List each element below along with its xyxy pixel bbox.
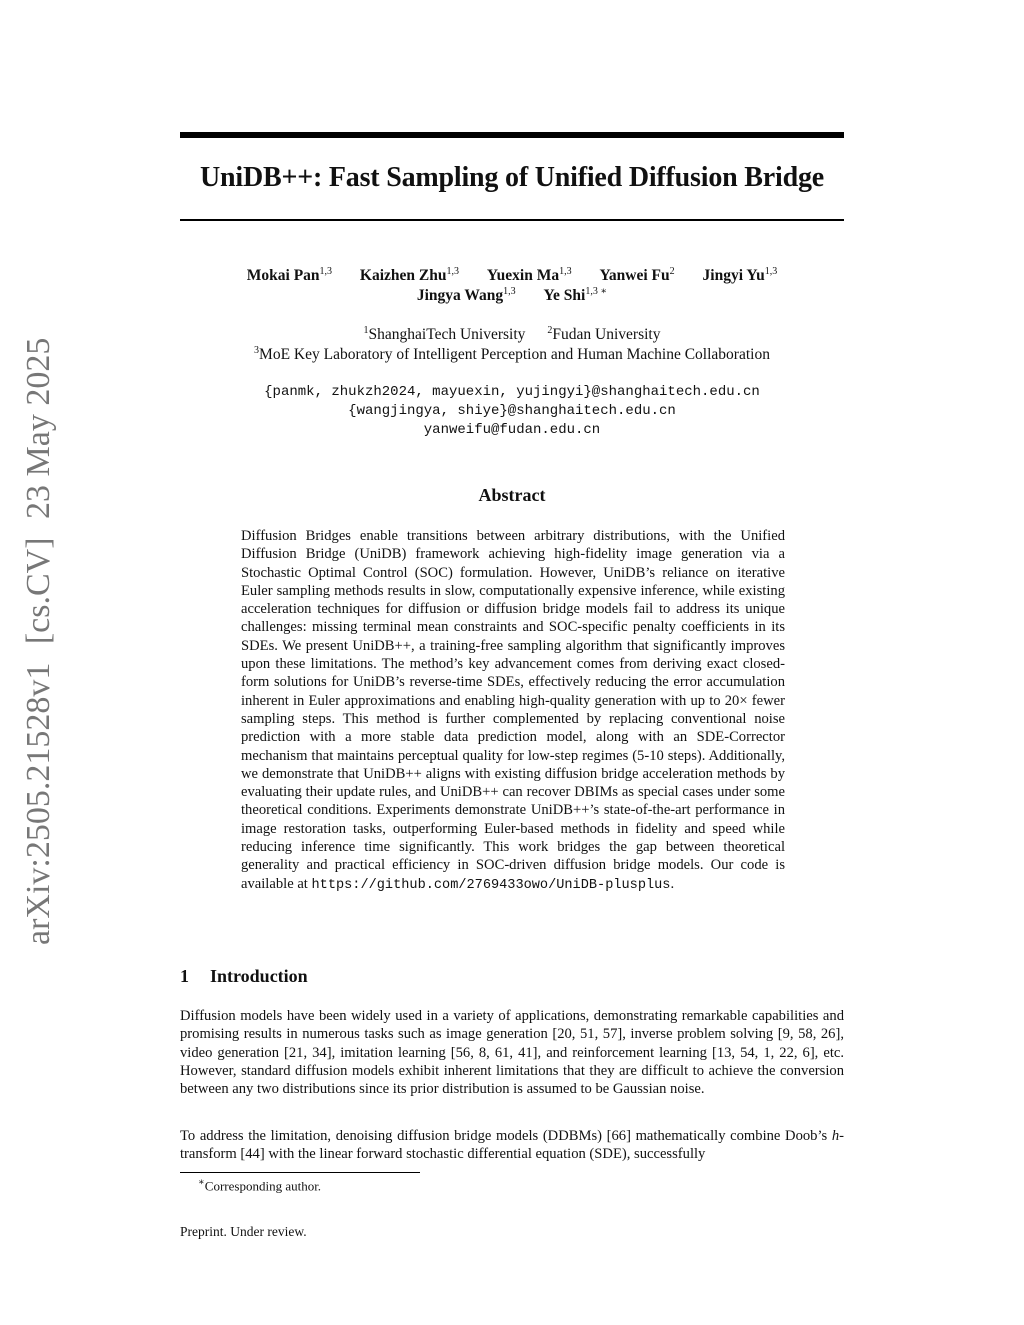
author: Yuexin Ma$^{1,3}$ xyxy=(486,266,572,285)
arxiv-category: [cs.CV] xyxy=(20,537,57,645)
section-heading-introduction: 1 Introduction xyxy=(180,966,308,986)
title-top-rule xyxy=(180,132,844,138)
author: Jingyi Yu$^{1,3}$ xyxy=(702,266,778,285)
author: Kaizhen Zhu$^{1,3}$ xyxy=(359,266,459,285)
email-line: yanweifu@fudan.edu.cn xyxy=(423,422,601,438)
title-bottom-rule xyxy=(180,219,844,221)
affiliations-line-1: $^1$ShanghaiTech University $^2$Fudan University xyxy=(363,325,661,344)
author: Ye Shi$^{1,3 ∗}$ xyxy=(543,286,608,305)
affiliation-fudan: Fudan University xyxy=(552,326,661,344)
author-list-line-1 xyxy=(180,266,844,285)
intro-paragraph-2: To address the limitation, denoising diffusion bridge models (DDBMs) [66] mathematically combine Doob’s h-transform [44] with the linear forward stochastic differential equation (SDE), successfully xyxy=(180,1128,844,1163)
abstract-body: Diffusion Bridges enable transitions between arbitrary distributions, with the Unified Diffusion Bridge (UniDB) framework achieving high-fidelity image generation via a Stochastic Optimal Control (SOC) formulation. However, UniDB’s reliance on iterative Euler sampling methods results in slow, computationally expensive inference, while existing acceleration techniques for diffusion or diffusion bridge models fail to address its unique challenges: missing terminal mean constraints and SOC-specific penalty coefficients in its SDEs. We present UniDB++, a training-free sampling algorithm that significantly improves upon these limitations. The method’s key advancement comes from deriving exact closed-form solutions for UniDB’s reverse-time SDEs, effectively reducing the error accumulation inherent in Euler approximations and enabling high-quality generation with up to 20× fewer sampling steps. This method is further complemented by replacing conventional noise prediction with a more stable data prediction model, along with an SDE-Corrector mechanism that maintains perceptual quality for low-step regimes (5-10 steps). Additionally, we demonstrate that UniDB++ aligns with existing diffusion bridge acceleration methods by evaluating their update rules, and UniDB++ can recover DBIMs as special cases under some theoretical conditions. Experiments demonstrate UniDB++’s state-of-the-art performance in image restoration tasks, outperforming Euler-based methods in fidelity and speed while reducing inference time significantly. This work bridges the gap between theoretical generality and practical efficiency in SOC-driven diffusion bridge models. Our code is available at https://github.com/2769433owo/UniDB-plusplus. xyxy=(241,528,785,893)
preprint-note: Preprint. Under review. xyxy=(180,1224,307,1239)
abstract-text: Diffusion Bridges enable transitions between arbitrary distributions, with the Unified Diffusion Bridge (UniDB) framework achieving high-fidelity image generation via a Stochastic Optimal Control (SOC) formulation. However, UniDB’s reliance on iterative Euler sampling methods results in slow, computationally expensive inference, while existing acceleration techniques for diffusion or diffusion bridge models fail to address its unique challenges: missing terminal mean constraints and SOC-specific penalty coefficients in its SDEs. We present UniDB++, a training-free sampling algorithm that significantly improves upon these limitations. The method’s key advancement comes from deriving exact closed-form solutions for UniDB’s reverse-time SDEs, effectively reducing the error accumulation inherent in Euler approximations and enabling high-quality generation with up to 20× fewer sampling steps. This method is further complemented by replacing conventional noise prediction with a more stable data prediction model, along with an SDE-Corrector mechanism that maintains perceptual quality for low-step regimes (5-10 steps). Additionally, we demonstrate that UniDB++ aligns with existing diffusion bridge acceleration methods by evaluating their update rules, and UniDB++ can recover DBIMs as special cases under some theoretical conditions. Experiments demonstrate UniDB++’s state-of-the-art performance in image restoration tasks, outperforming Euler-based methods in fidelity and speed while reducing inference time significantly. This work bridges the gap between theoretical generality and practical efficiency in SOC-driven diffusion bridge models. Our code is available at xyxy=(241,528,785,892)
arxiv-id: arXiv:2505.21528v1 xyxy=(20,662,57,945)
email-line: {wangjingya, shiye}@shanghaitech.edu.cn xyxy=(348,403,676,419)
author: Jingya Wang$^{1,3}$ xyxy=(416,286,516,305)
code-link[interactable]: https://github.com/2769433owo/UniDB-plusplus xyxy=(311,877,671,893)
email-line: {panmk, zhukzh2024, mayuexin, yujingyi}@shanghaitech.edu.cn xyxy=(264,384,760,400)
footnote: ∗Corresponding author. xyxy=(198,1177,322,1194)
arxiv-date: 23 May 2025 xyxy=(20,337,57,519)
affiliation-shanghaitech: ShanghaiTech University xyxy=(368,326,526,344)
author: Yanwei Fu$^2$ xyxy=(599,266,675,285)
abstract-heading: Abstract xyxy=(478,485,546,505)
affiliation-moe-lab: MoE Key Laboratory of Intelligent Perception and Human Machine Collaboration xyxy=(259,346,770,364)
arxiv-stamp xyxy=(20,337,58,945)
footnote-rule xyxy=(180,1172,420,1173)
author: Mokai Pan$^{1,3}$ xyxy=(246,266,333,285)
author-list-line-2 xyxy=(180,286,844,305)
intro-paragraph-1: Diffusion models have been widely used in a variety of applications, demonstrating remarkable capabilities and promising results in numerous tasks such as image generation [20, 51, 57], inverse problem solving [9, 58, 26], video generation [21, 34], imitation learning [56, 8, 61, 41], and reinforcement learning [13, 54, 1, 22, 6], etc. However, standard diffusion models exhibit inherent limitations that they are difficult to achieve the conversion between any two distributions since its prior distribution is assumed to be Gaussian noise. xyxy=(180,1008,844,1098)
affiliations-line-2: $^3$MoE Key Laboratory of Intelligent Perception and Human Machine Collaboration xyxy=(254,345,770,364)
paper-title: UniDB++: Fast Sampling of Unified Diffusion Bridge xyxy=(200,162,824,193)
